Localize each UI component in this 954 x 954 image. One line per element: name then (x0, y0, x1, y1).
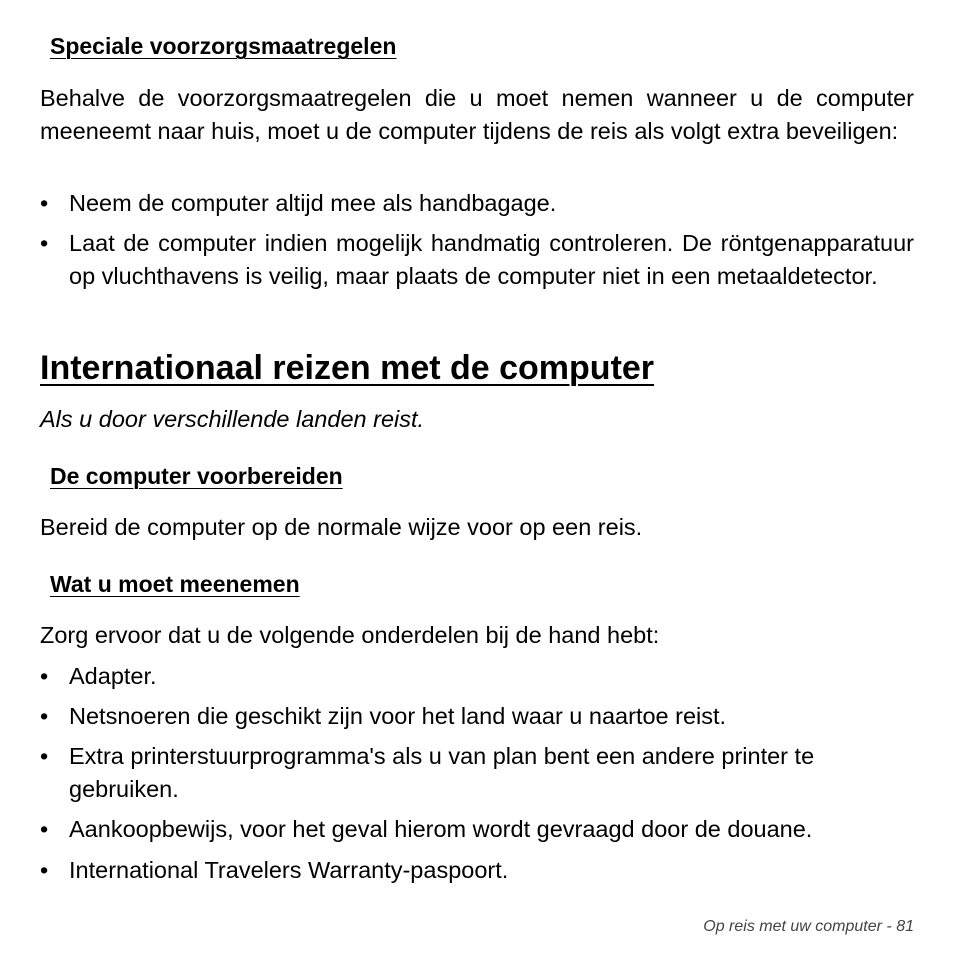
list-item-text: Extra printerstuurprogramma's als u van plan bent een andere printer te gebruiken. (69, 743, 815, 802)
bullet-marker: • (40, 703, 49, 729)
chapter-subtitle: Als u door verschillende landen reist. (40, 406, 425, 432)
list-item-text: Aankoopbewijs, voor het geval hierom wordt gevraagd door de douane. (69, 816, 813, 842)
section-heading-precautions: Speciale voorzorgsmaatregelen (50, 33, 397, 59)
bullet-marker: • (40, 857, 49, 883)
prepare-text: Bereid de computer op de normale wijze voor op een reis. (40, 514, 643, 540)
precautions-intro: Behalve de voorzorgsmaatregelen die u moet nemen wanneer u de computer meeneemt naar huis, moet u de computer tijdens de reis als volgt extra beveiligen: (40, 85, 914, 144)
bullet-marker: • (40, 743, 49, 769)
list-item-text: Neem de computer altijd mee als handbagage. (69, 190, 557, 216)
bullet-marker: • (40, 816, 49, 842)
take-along-intro: Zorg ervoor dat u de volgende onderdelen bij de hand hebt: (40, 622, 660, 648)
section-heading-take-along: Wat u moet meenemen (50, 571, 300, 597)
chapter-title: Internationaal reizen met de computer (40, 349, 655, 387)
bullet-marker: • (40, 230, 49, 256)
bullet-marker: • (40, 663, 49, 689)
bullet-marker: • (40, 190, 49, 216)
list-item-text: Netsnoeren die geschikt zijn voor het land waar u naartoe reist. (69, 703, 727, 729)
section-heading-prepare: De computer voorbereiden (50, 463, 343, 489)
list-item-text: Adapter. (69, 663, 157, 689)
page-footer: Op reis met uw computer - 81 (703, 918, 914, 935)
list-item-text: International Travelers Warranty-paspoort. (69, 857, 509, 883)
list-item-text: Laat de computer indien mogelijk handmatig controleren. De röntgenapparatuur op vluchthavens is veilig, maar plaats de computer niet in een metaaldetector. (69, 230, 914, 289)
